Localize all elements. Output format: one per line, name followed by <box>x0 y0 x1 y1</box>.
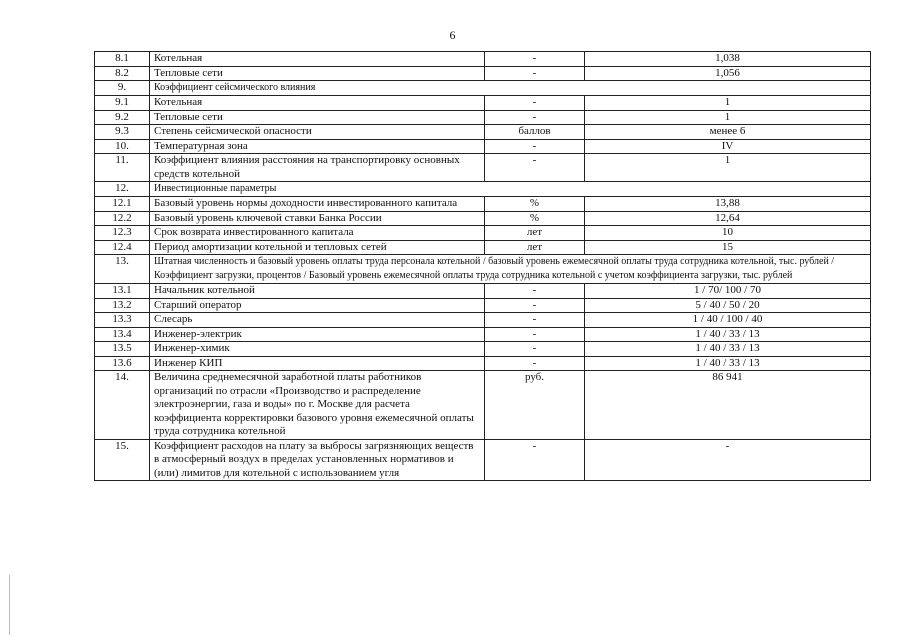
table-row <box>95 356 871 371</box>
value-cell: 1 / 70/ 100 / 70 <box>585 284 871 299</box>
table-row <box>95 125 871 140</box>
table-row <box>95 182 871 197</box>
table-row <box>95 197 871 212</box>
unit-cell: - <box>485 139 585 154</box>
parameter-name: Степень сейсмической опасности <box>150 125 485 140</box>
unit-cell: - <box>485 356 585 371</box>
value-cell: 10 <box>585 226 871 241</box>
value-cell: 1 / 40 / 33 / 13 <box>585 342 871 357</box>
table-row <box>95 211 871 226</box>
table-row <box>95 139 871 154</box>
table-row <box>95 96 871 111</box>
row-number: 13.2 <box>95 298 150 313</box>
table-row <box>95 110 871 125</box>
parameter-name: Коэффициент влияния расстояния на транспортировку основных средств котельной <box>150 154 485 182</box>
table-row <box>95 371 871 440</box>
parameter-name: Инженер КИП <box>150 356 485 371</box>
row-number: 13. <box>95 255 150 284</box>
row-number: 10. <box>95 139 150 154</box>
parameter-name: Старший оператор <box>150 298 485 313</box>
table-row <box>95 240 871 255</box>
unit-cell: - <box>485 327 585 342</box>
scan-artifact-line <box>9 575 10 635</box>
parameters-table <box>94 51 871 481</box>
row-number: 13.3 <box>95 313 150 328</box>
table-row <box>95 284 871 299</box>
value-cell: - <box>585 439 871 481</box>
row-number: 9. <box>95 81 150 96</box>
parameter-name: Котельная <box>150 96 485 111</box>
parameter-name: Срок возврата инвестированного капитала <box>150 226 485 241</box>
table-row <box>95 327 871 342</box>
table-row <box>95 52 871 67</box>
unit-cell: - <box>485 96 585 111</box>
row-number: 9.2 <box>95 110 150 125</box>
unit-cell: лет <box>485 240 585 255</box>
unit-cell: - <box>485 110 585 125</box>
unit-cell: руб. <box>485 371 585 440</box>
table-row <box>95 226 871 241</box>
value-cell: 1 / 40 / 33 / 13 <box>585 356 871 371</box>
row-number: 8.1 <box>95 52 150 67</box>
unit-cell: % <box>485 211 585 226</box>
section-title: Инвестиционные параметры <box>150 182 871 197</box>
section-title: Коэффициент сейсмического влияния <box>150 81 871 96</box>
table-row <box>95 255 871 284</box>
value-cell: 86 941 <box>585 371 871 440</box>
value-cell: 15 <box>585 240 871 255</box>
parameter-name: Тепловые сети <box>150 110 485 125</box>
table-row <box>95 342 871 357</box>
value-cell: 5 / 40 / 50 / 20 <box>585 298 871 313</box>
table-row <box>95 298 871 313</box>
unit-cell: - <box>485 298 585 313</box>
unit-cell: % <box>485 197 585 212</box>
unit-cell: - <box>485 439 585 481</box>
parameter-name: Величина среднемесячной заработной платы работников организаций по отрасли «Производство и распределение электроэнергии, газа и воды» по г. Москве для расчета коэффициента корректировки базового уровня ежемесячной оплаты труда сотрудника котельной <box>150 371 485 440</box>
row-number: 12.1 <box>95 197 150 212</box>
value-cell: 1 / 40 / 33 / 13 <box>585 327 871 342</box>
parameter-name: Базовый уровень нормы доходности инвестированного капитала <box>150 197 485 212</box>
row-number: 13.6 <box>95 356 150 371</box>
parameter-name: Температурная зона <box>150 139 485 154</box>
unit-cell: лет <box>485 226 585 241</box>
row-number: 9.1 <box>95 96 150 111</box>
row-number: 14. <box>95 371 150 440</box>
row-number: 12. <box>95 182 150 197</box>
value-cell: 1,056 <box>585 66 871 81</box>
table-row <box>95 439 871 481</box>
page-number: 6 <box>449 28 456 42</box>
unit-cell: баллов <box>485 125 585 140</box>
unit-cell: - <box>485 313 585 328</box>
unit-cell: - <box>485 66 585 81</box>
parameter-name: Период амортизации котельной и тепловых сетей <box>150 240 485 255</box>
parameter-name: Коэффициент расходов на плату за выбросы загрязняющих веществ в атмосферный воздух в пределах установленных нормативов и (или) лимитов для котельной с использованием угля <box>150 439 485 481</box>
row-number: 8.2 <box>95 66 150 81</box>
value-cell: 12,64 <box>585 211 871 226</box>
unit-cell: - <box>485 342 585 357</box>
parameter-name: Тепловые сети <box>150 66 485 81</box>
parameter-name: Начальник котельной <box>150 284 485 299</box>
table-row <box>95 66 871 81</box>
parameter-name: Котельная <box>150 52 485 67</box>
row-number: 12.4 <box>95 240 150 255</box>
value-cell: IV <box>585 139 871 154</box>
row-number: 12.2 <box>95 211 150 226</box>
row-number: 15. <box>95 439 150 481</box>
row-number: 13.4 <box>95 327 150 342</box>
parameter-name: Инженер-химик <box>150 342 485 357</box>
value-cell: 1 <box>585 110 871 125</box>
parameter-name: Инженер-электрик <box>150 327 485 342</box>
table-row <box>95 154 871 182</box>
row-number: 13.1 <box>95 284 150 299</box>
table-row <box>95 81 871 96</box>
section-title: Штатная численность и базовый уровень оплаты труда персонала котельной / базовый уровень ежемесячной оплаты труда сотрудника котельной, тыс. рублей / Коэффициент загрузки, процентов / Базовый уровень ежемесячной оплаты труда сотрудника котельной с учетом коэффициента загрузки, тыс. рублей <box>150 255 871 284</box>
value-cell: 13,88 <box>585 197 871 212</box>
value-cell: менее 6 <box>585 125 871 140</box>
unit-cell: - <box>485 154 585 182</box>
unit-cell: - <box>485 52 585 67</box>
value-cell: 1,038 <box>585 52 871 67</box>
parameter-name: Слесарь <box>150 313 485 328</box>
unit-cell: - <box>485 284 585 299</box>
row-number: 13.5 <box>95 342 150 357</box>
value-cell: 1 <box>585 154 871 182</box>
row-number: 12.3 <box>95 226 150 241</box>
parameter-name: Базовый уровень ключевой ставки Банка России <box>150 211 485 226</box>
value-cell: 1 / 40 / 100 / 40 <box>585 313 871 328</box>
row-number: 9.3 <box>95 125 150 140</box>
value-cell: 1 <box>585 96 871 111</box>
table-row <box>95 313 871 328</box>
row-number: 11. <box>95 154 150 182</box>
